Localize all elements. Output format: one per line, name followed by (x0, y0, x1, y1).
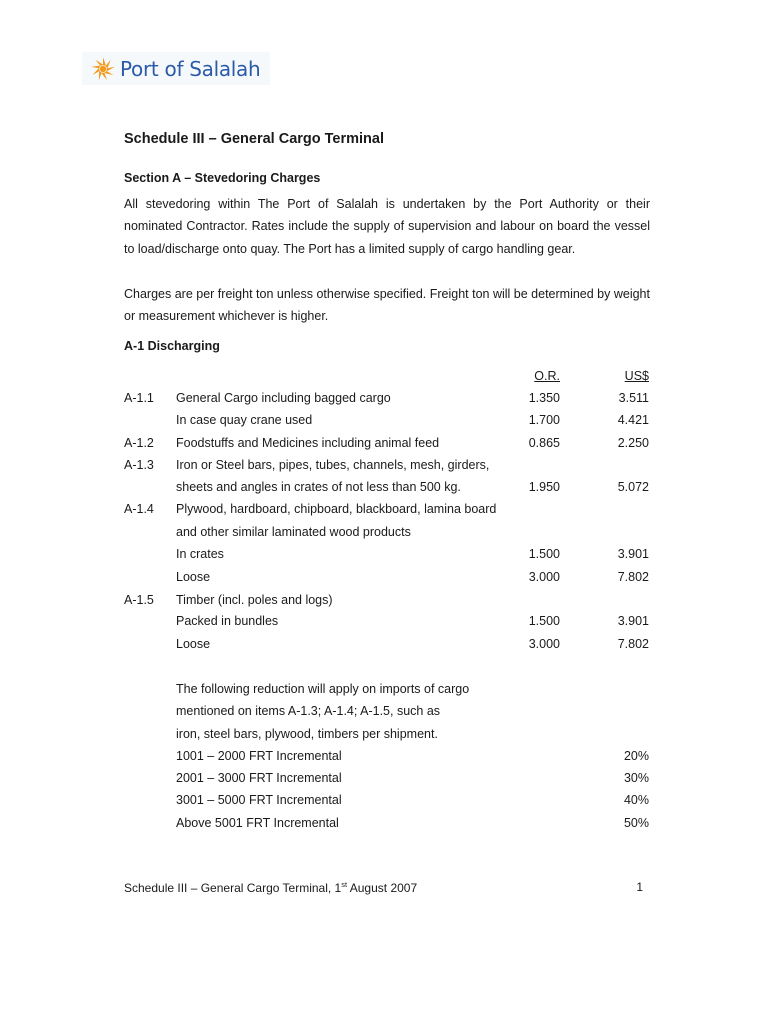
page-number: 1 (636, 880, 643, 894)
row-code: A-1.2 (124, 436, 154, 450)
reduction-tier-percent: 20% (623, 749, 649, 763)
row-usd-value: 5.072 (617, 480, 649, 494)
footer-text-before: Schedule III – General Cargo Terminal, 1 (124, 881, 342, 895)
row-or-value: 0.865 (528, 436, 560, 450)
row-description: In case quay crane used (176, 413, 313, 427)
row-usd-value: 3.511 (618, 391, 649, 405)
row-or-value: 3.000 (528, 637, 560, 651)
row-code: A-1.3 (124, 458, 154, 472)
row-or-value: 1.700 (528, 413, 560, 427)
row-usd-value: 3.901 (617, 614, 649, 628)
intro-paragraph: All stevedoring within The Port of Salalah is undertaken by the Port Authority or their nominated Contractor. Rates include the supply of supervision and labour on board the vessel to load/discharge onto quay. The Port has a limited supply of cargo handling gear. (124, 197, 650, 256)
footer-text (124, 880, 417, 895)
row-usd-value: 7.802 (617, 570, 649, 584)
page-title: Schedule III – General Cargo Terminal (124, 131, 385, 147)
reduction-note-line: The following reduction will apply on imports of cargo (176, 682, 470, 696)
row-description: In crates (176, 547, 224, 561)
reduction-tier-label: Above 5001 FRT Incremental (176, 816, 339, 830)
row-code: A-1.5 (124, 593, 154, 607)
row-description: sheets and angles in crates of not less than 500 kg. (176, 480, 461, 494)
row-description: and other similar laminated wood products (176, 525, 411, 539)
section-heading: Section A – Stevedoring Charges (124, 171, 321, 185)
reduction-tier-percent: 50% (623, 816, 649, 830)
port-logo (82, 52, 270, 85)
reduction-tier-percent: 30% (623, 771, 649, 785)
reduction-tier-label: 2001 – 3000 FRT Incremental (176, 771, 342, 785)
reduction-note-line: iron, steel bars, plywood, timbers per shipment. (176, 727, 438, 741)
row-code: A-1.1 (124, 391, 154, 405)
logo-text: Port of Salalah (120, 56, 261, 81)
row-description: Timber (incl. poles and logs) (176, 593, 333, 607)
row-description: Packed in bundles (176, 614, 279, 628)
row-usd-value: 2.250 (617, 436, 649, 450)
row-description: Plywood, hardboard, chipboard, blackboard, lamina board (176, 502, 497, 516)
row-or-value: 1.950 (528, 480, 560, 494)
row-usd-value: 3.901 (617, 547, 649, 561)
reduction-tier-label: 3001 – 5000 FRT Incremental (176, 793, 342, 807)
row-usd-value: 7.802 (617, 637, 649, 651)
sun-icon (89, 55, 117, 83)
column-header-or: O.R. (534, 369, 560, 383)
row-or-value: 1.500 (528, 547, 560, 561)
row-usd-value: 4.421 (617, 413, 649, 427)
reduction-tier-percent: 40% (623, 793, 649, 807)
row-description: Loose (176, 637, 211, 651)
row-description: Loose (176, 570, 211, 584)
row-description: Foodstuffs and Medicines including animal feed (176, 436, 440, 450)
row-or-value: 3.000 (528, 570, 560, 584)
reduction-tier-label: 1001 – 2000 FRT Incremental (176, 749, 342, 763)
row-description: Iron or Steel bars, pipes, tubes, channels, mesh, girders, (176, 458, 490, 472)
footer-text-after: August 2007 (347, 881, 418, 895)
row-or-value: 1.500 (528, 614, 560, 628)
row-or-value: 1.350 (528, 391, 560, 405)
reduction-note-line: mentioned on items A-1.3; A-1.4; A-1.5, such as (176, 704, 441, 718)
row-description: General Cargo including bagged cargo (176, 391, 391, 405)
subsection-heading: A-1 Discharging (124, 339, 220, 353)
charges-paragraph: Charges are per freight ton unless otherwise specified. Freight ton will be determined by weight or measurement whichever is higher. (124, 287, 650, 324)
row-code: A-1.4 (124, 502, 154, 516)
footer-ordinal: st (341, 880, 348, 889)
column-header-usd: US$ (624, 369, 649, 383)
